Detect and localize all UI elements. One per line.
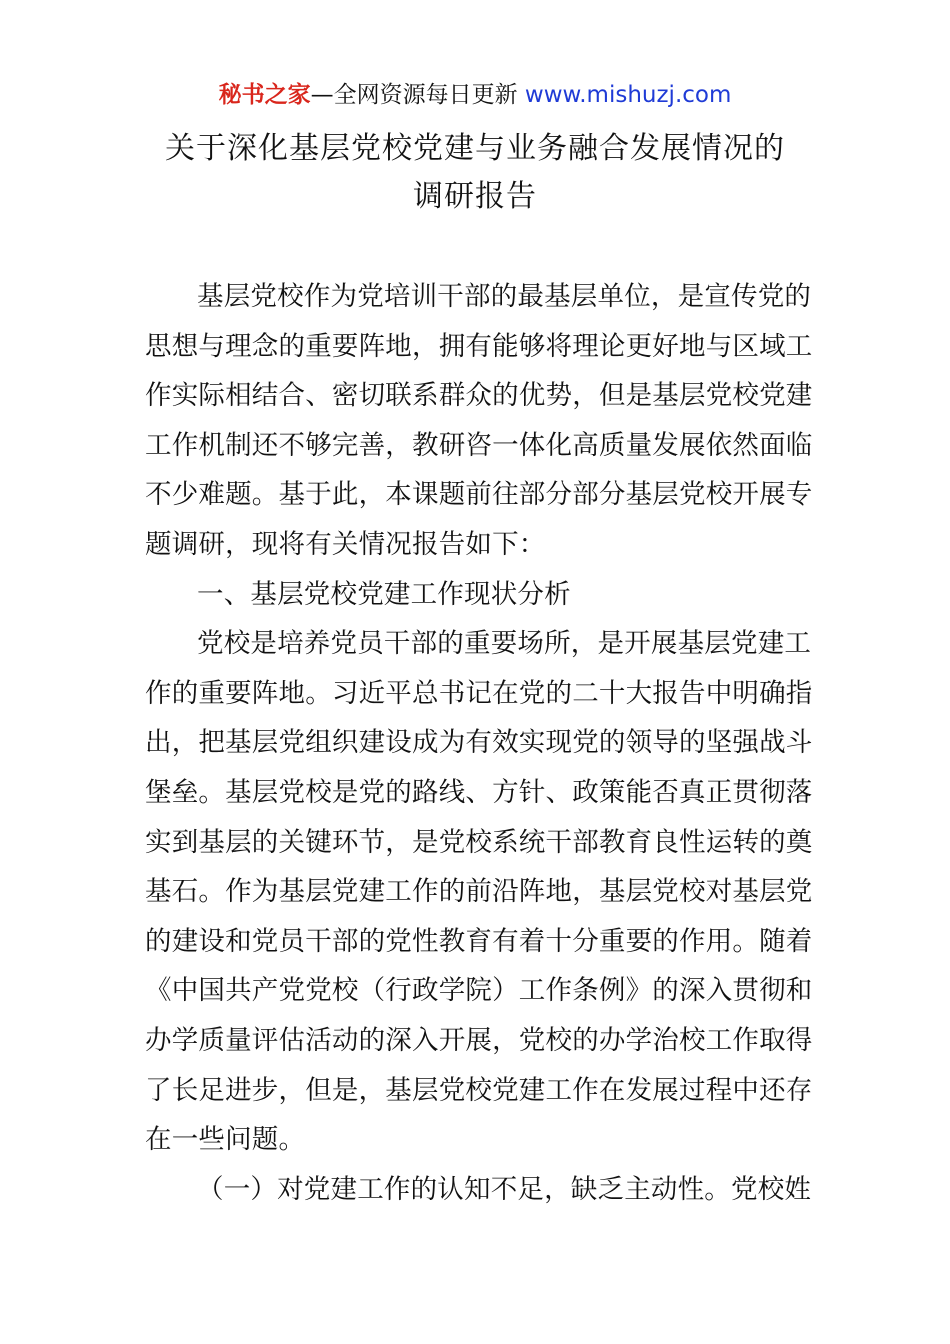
- body-line: 作的重要阵地。习近平总书记在党的二十大报告中明确指: [145, 677, 813, 709]
- section-heading: 一、基层党校党建工作现状分析: [197, 578, 571, 610]
- subsection-heading: （一）对党建工作的认知不足，缺乏主动性。党校姓: [197, 1173, 812, 1205]
- document-body: [145, 272, 813, 1214]
- document-title-line-2: 调研报告: [413, 179, 537, 214]
- body-line: 思想与理念的重要阵地，拥有能够将理论更好地与区域工: [145, 330, 813, 362]
- body-line: 基石。作为基层党建工作的前沿阵地，基层党校对基层党: [145, 876, 813, 908]
- site-header: [0, 78, 950, 112]
- site-url-link[interactable]: www.mishuzj.com: [524, 82, 732, 108]
- body-line: 不少难题。基于此，本课题前往部分部分基层党校开展专: [145, 479, 813, 511]
- body-line: 党校是培养党员干部的重要场所，是开展基层党建工: [197, 628, 812, 660]
- body-line: 工作机制还不够完善，教研咨一体化高质量发展依然面临: [145, 429, 813, 461]
- brand-name: 秘书之家: [218, 82, 311, 108]
- body-line: 题调研，现将有关情况报告如下：: [145, 528, 546, 560]
- body-line: 在一些问题。: [145, 1124, 306, 1156]
- body-line: 堡垒。基层党校是党的路线、方针、政策能否真正贯彻落: [145, 776, 813, 808]
- body-line: 出，把基层党组织建设成为有效实现党的领导的坚强战斗: [145, 727, 813, 759]
- body-line: 了长足进步，但是，基层党校党建工作在发展过程中还存: [145, 1074, 813, 1106]
- body-line: 《中国共产党党校（行政学院）工作条例》的深入贯彻和: [145, 975, 813, 1007]
- body-line: 的建设和党员干部的党性教育有着十分重要的作用。随着: [145, 925, 813, 957]
- header-slogan: —全网资源每日更新: [310, 82, 525, 108]
- body-line: 实到基层的关键环节，是党校系统干部教育良性运转的奠: [145, 826, 813, 858]
- body-line: 办学质量评估活动的深入开展，党校的办学治校工作取得: [145, 1024, 813, 1056]
- body-line: 作实际相结合、密切联系群众的优势，但是基层党校党建: [145, 380, 813, 412]
- body-line: 基层党校作为党培训干部的最基层单位，是宣传党的: [197, 281, 812, 312]
- document-title-line-1: 关于深化基层党校党建与业务融合发展情况的: [165, 131, 785, 166]
